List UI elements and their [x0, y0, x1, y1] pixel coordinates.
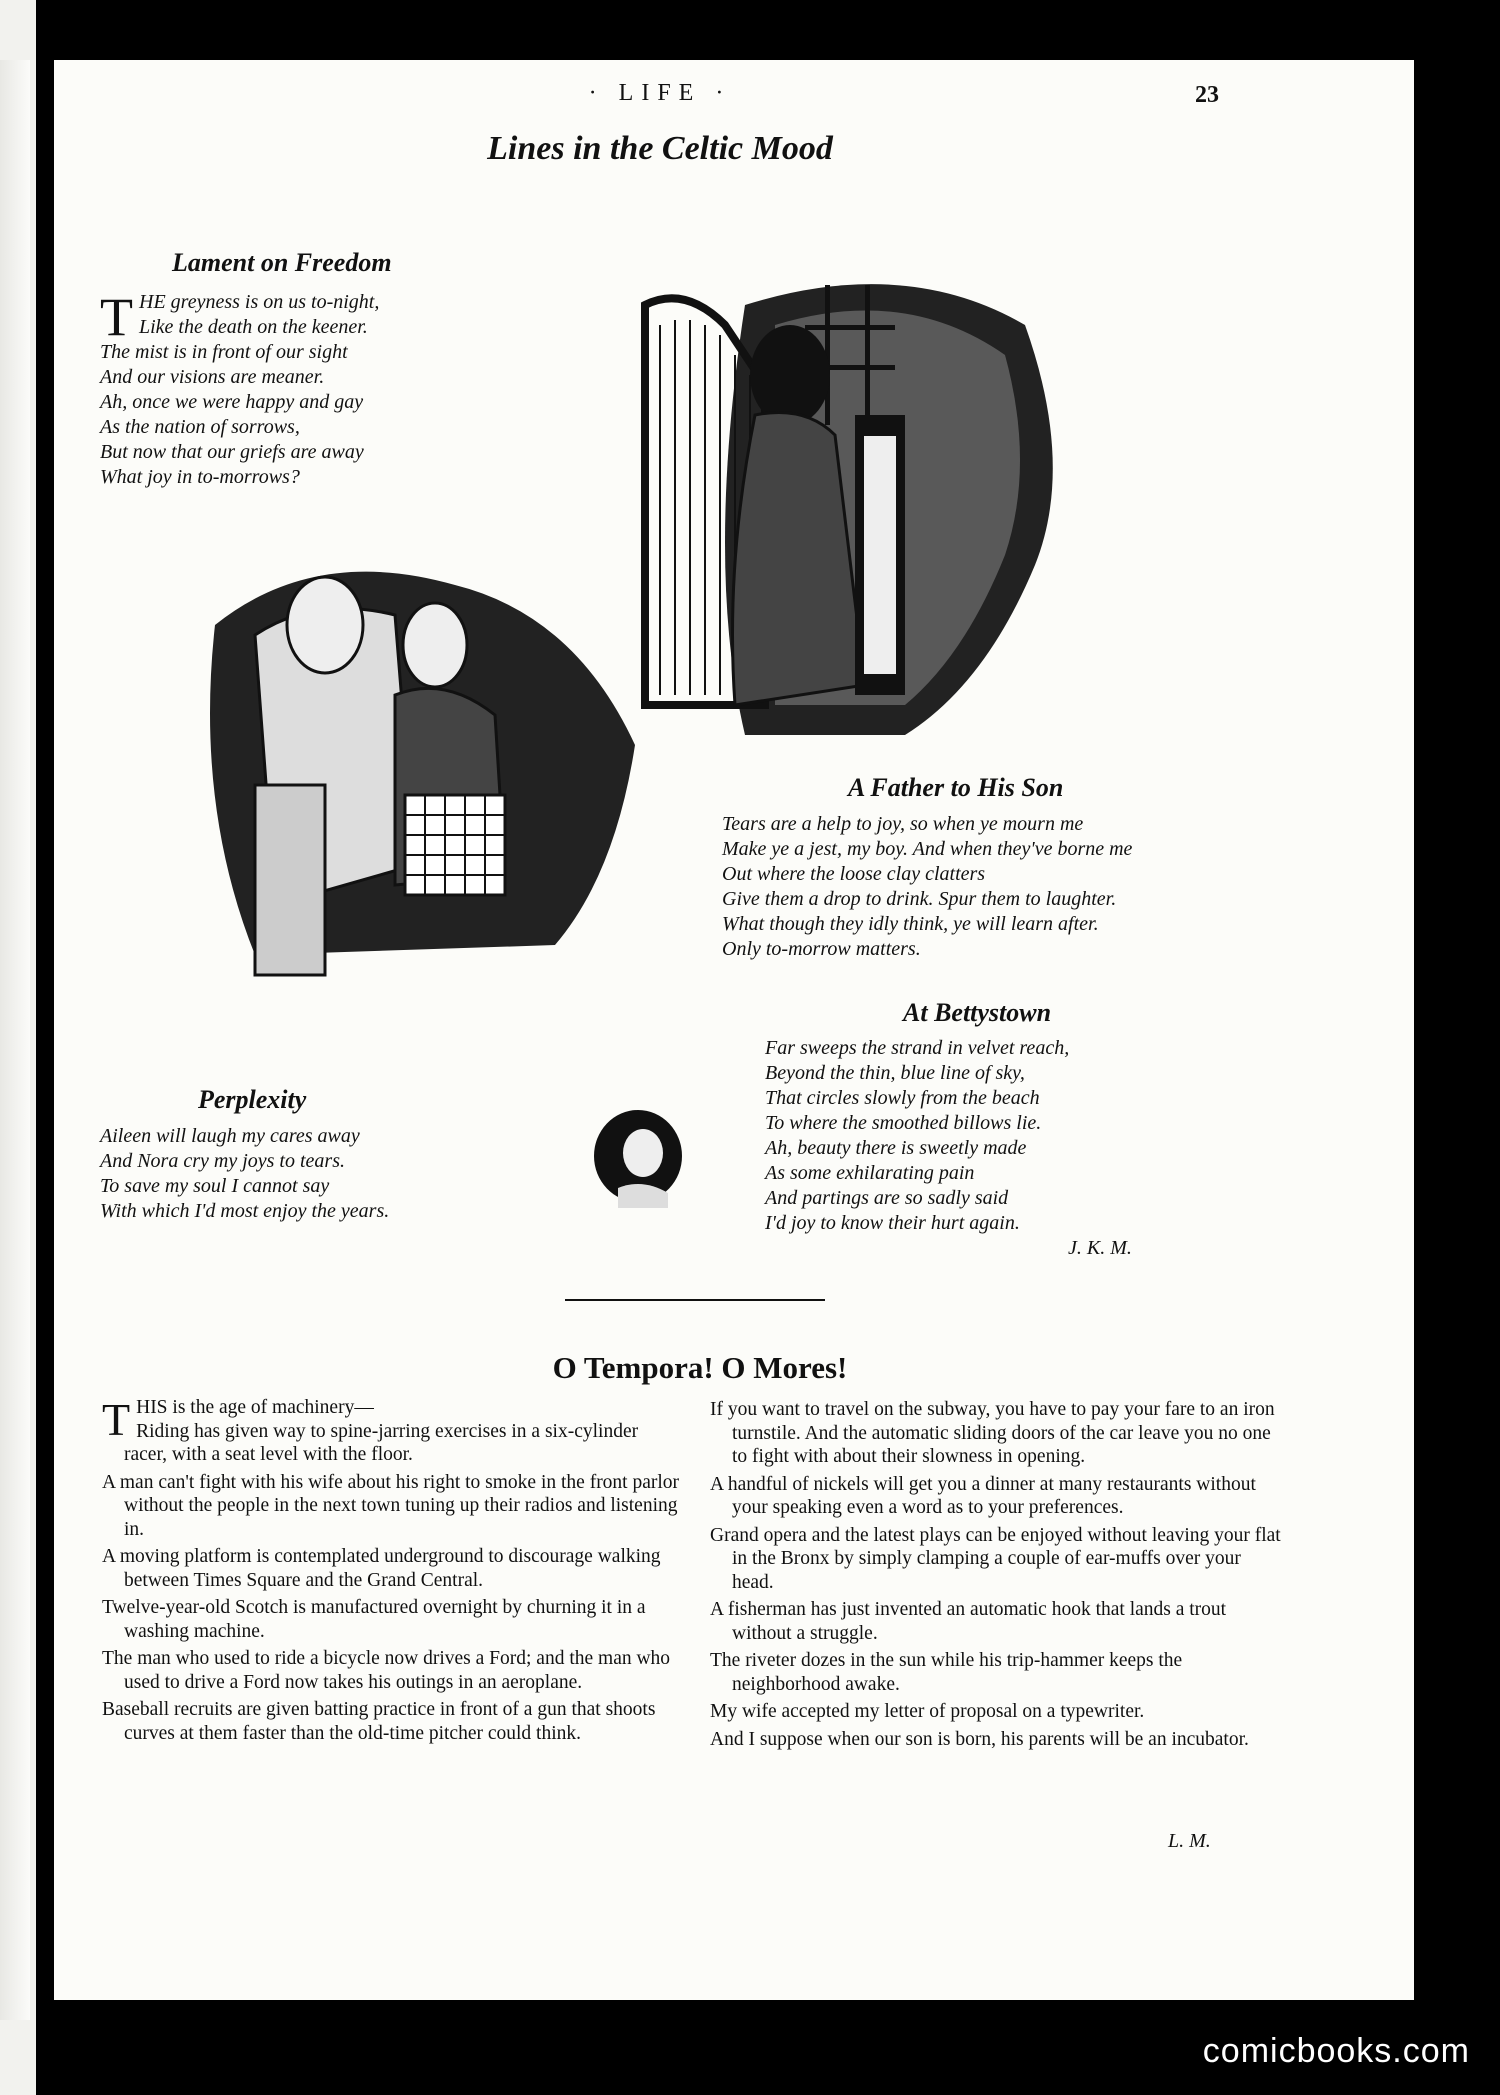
section-divider: [565, 1299, 825, 1301]
poem-line: As the nation of sorrows,: [100, 416, 300, 438]
poem-line: The mist is in front of our sight: [100, 341, 348, 363]
poem-title-bettystown: At Bettystown: [903, 998, 1052, 1027]
poem-line: With which I'd most enjoy the years.: [100, 1200, 390, 1222]
poem-line: But now that our griefs are away: [100, 441, 364, 463]
article-paragraph: Twelve-year-old Scotch is manufactured overnight by churning it in a washing machine.: [102, 1597, 646, 1642]
poem-line: Ah, once we were happy and gay: [100, 391, 364, 413]
poem-line: Like the death on the keener.: [139, 316, 368, 338]
poem-title-father: A Father to His Son: [848, 773, 1064, 802]
poem-line: And our visions are meaner.: [100, 366, 325, 388]
article-paragraph: If you want to travel on the subway, you have to pay your fare to an iron turnstile. And the automatic sliding doors of the car leave you no one to fight with about their slowness in opening.: [710, 1399, 1275, 1467]
poem-line: And partings are so sadly said: [765, 1187, 1009, 1209]
poem-line: Out where the loose clay clatters: [722, 863, 986, 885]
article-paragraph: THIS is the age of machinery— Riding has given way to spine-jarring exercises in a six-cylinder racer, with a seat level with the floor.: [102, 1394, 639, 1465]
poem-title-perplexity: Perplexity: [198, 1085, 307, 1114]
poem-line: HE greyness is on us to-night,: [139, 291, 380, 313]
article-paragraph: Baseball recruits are given batting practice in front of a gun that shoots curves at them faster than the old-time pitcher could think.: [102, 1699, 656, 1744]
dropcap: T: [100, 287, 133, 347]
poem-line: Ah, beauty there is sweetly made: [765, 1137, 1027, 1159]
watermark: comicbooks.com: [1202, 2032, 1470, 2070]
poem-line: That circles slowly from the beach: [765, 1087, 1040, 1109]
article-paragraph: And I suppose when our son is born, his parents will be an incubator.: [710, 1728, 1249, 1750]
poem-line: As some exhilarating pain: [765, 1162, 975, 1184]
article-paragraph: Grand opera and the latest plays can be enjoyed without leaving your flat in the Bronx by simply clamping a couple of ear-muffs over your head.: [710, 1524, 1281, 1593]
poem-line: Give them a drop to drink. Spur them to laughter.: [722, 888, 1117, 910]
poem-lament: [100, 287, 520, 490]
poem-line: Only to-morrow matters.: [722, 938, 921, 960]
article-paragraph: The riveter dozes in the sun while his trip-hammer keeps the neighborhood awake.: [710, 1650, 1183, 1695]
article-paragraph: A fisherman has just invented an automatic hook that lands a trout without a struggle.: [710, 1599, 1227, 1644]
main-title: Lines in the Celtic Mood: [487, 130, 833, 167]
article-title: O Tempora! O Mores!: [552, 1350, 848, 1385]
poem-title-lament: Lament on Freedom: [172, 248, 392, 277]
poem-line: What though they idly think, ye will learn after.: [722, 913, 1099, 935]
girl-portrait-illustration: [588, 1108, 688, 1208]
article-right-column: [710, 1398, 1285, 1755]
poem-line: Far sweeps the strand in velvet reach,: [765, 1037, 1070, 1059]
poem-line: Tears are a help to joy, so when ye mourn me: [722, 813, 1084, 835]
poem-line: Beyond the thin, blue line of sky,: [765, 1062, 1025, 1084]
article-paragraph: A man can't fight with his wife about his right to smoke in the front parlor without the people in the next town tuning up their radios and listening in.: [102, 1471, 680, 1540]
poem-perplexity: [100, 1124, 500, 1224]
poem-line: To where the smoothed billows lie.: [765, 1112, 1042, 1134]
poem-line: Make ye a jest, my boy. And when they've borne me: [722, 838, 1133, 860]
poem-line: To save my soul I cannot say: [100, 1175, 330, 1197]
article-paragraph: The man who used to ride a bicycle now drives a Ford; and the man who used to drive a Ford now takes his outings in an aeroplane.: [102, 1648, 671, 1693]
father-son-illustration: [195, 545, 645, 1005]
signature-lm: L. M.: [1168, 1830, 1211, 1852]
article-paragraph: A moving platform is contemplated underground to discourage walking between Times Square and the Grand Central.: [102, 1546, 661, 1591]
harp-woman-illustration: [605, 265, 1075, 745]
poem-line: Aileen will laugh my cares away: [100, 1125, 360, 1147]
poem-line: I'd joy to know their hurt again.: [765, 1212, 1020, 1234]
page-number: 23: [1195, 82, 1219, 108]
poem-line: What joy in to-morrows?: [100, 466, 300, 488]
article-left-column: [102, 1396, 680, 1749]
article-paragraph: A handful of nickels will get you a dinner at many restaurants without your speaking even a word as to your preferences.: [710, 1473, 1256, 1518]
poem-father: [722, 812, 1282, 962]
poem-bettystown: [765, 1036, 1285, 1236]
running-head: · LIFE ·: [588, 80, 732, 106]
signature-jkm: J. K. M.: [1068, 1237, 1132, 1259]
article-dropcap: T: [102, 1394, 131, 1445]
article-paragraph: My wife accepted my letter of proposal on a typewriter.: [710, 1701, 1145, 1722]
adjacent-page-strip: [0, 60, 30, 2020]
poem-line: And Nora cry my joys to tears.: [100, 1150, 345, 1172]
